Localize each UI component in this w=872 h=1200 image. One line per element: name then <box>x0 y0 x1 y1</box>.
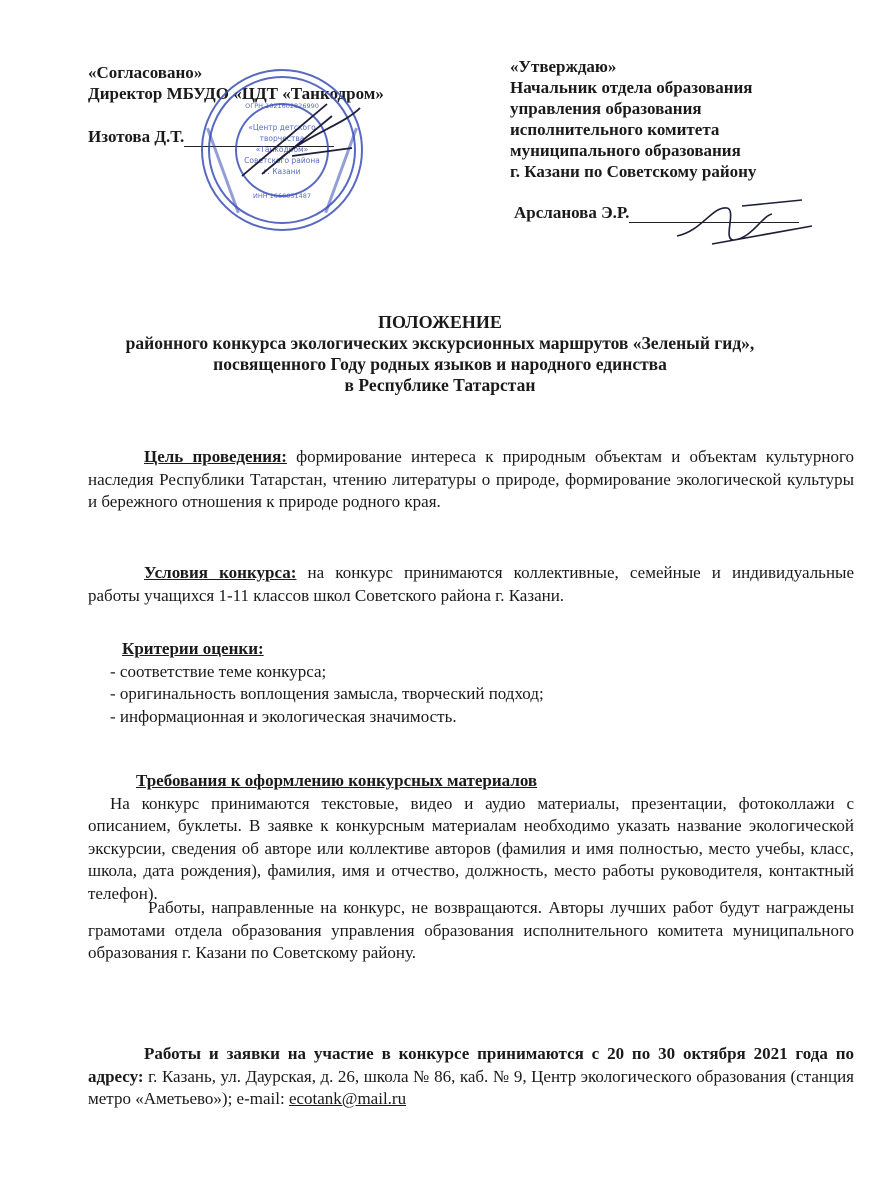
criteria-section <box>110 638 810 728</box>
signature-left-mark <box>232 96 372 186</box>
approval-right-label: «Утверждаю» <box>510 57 617 76</box>
submission-text: г. Казань, ул. Даурская, д. 26, школа № 86, каб. № 9, Центр экологического образования (станция метро «Аметьево»); e-mail: <box>88 1066 854 1108</box>
submission-paragraph <box>88 1043 854 1111</box>
title-line-2: посвященного Году родных языков и народного единства <box>213 354 667 374</box>
stamp-line-2: творчества <box>259 134 305 143</box>
goal-paragraph <box>88 446 854 514</box>
title-line-3: в Республике Татарстан <box>344 375 536 395</box>
title-heading: ПОЛОЖЕНИЕ <box>378 312 502 332</box>
document-title <box>60 312 820 396</box>
stamp-line-5: г. Казани <box>263 167 301 176</box>
criteria-label: Критерии оценки: <box>122 639 264 658</box>
stamp-inn: ИНН 1660031487 <box>252 192 312 200</box>
title-line-1: районного конкурса экологических экскурсионных маршрутов «Зеленый гид», <box>125 333 755 353</box>
requirements-label: Требования к оформлению конкурсных материалов <box>136 771 538 790</box>
conditions-text: на конкурс принимаются коллективные, семейные и индивидуальные работы учащихся 1-11 классов школ Советского района г. Казани. <box>88 563 855 605</box>
stamp-ogrn: ОГРН 1021602826990 <box>245 102 319 110</box>
stamp-line-3: «Танкодром» <box>255 145 309 154</box>
goal-label: Цель проведения: <box>144 447 287 466</box>
goal-text: формирование интереса к природным объектам и объектам культурного наследия Республики Татарстан, чтению литературы о природе, формирование экологической культуры и бережного отношения к природе родного края. <box>88 447 855 511</box>
criteria-item-2: - оригинальность воплощения замысла, творческий подход; <box>110 684 544 703</box>
criteria-item-3: - информационная и экологическая значимость. <box>110 706 457 726</box>
submission-bold: Работы и заявки на участие в конкурсе принимаются с 20 по 30 октября 2021 года по адресу: <box>88 1044 854 1086</box>
conditions-label: Условия конкурса: <box>144 563 297 582</box>
approval-right-position-2: управления образования <box>510 99 702 118</box>
approval-left-signatory: Изотова Д.Т. <box>88 127 185 146</box>
email-link[interactable]: ecotank@mail.ru <box>288 1089 407 1108</box>
criteria-item-1: - соответствие теме конкурса; <box>110 661 327 681</box>
works-section <box>88 897 854 965</box>
approval-right-position-1: Начальник отдела образования <box>510 78 753 97</box>
requirements-section <box>88 770 854 905</box>
approval-right-signatory: Арсланова Э.Р. <box>514 203 630 222</box>
works-text: Работы, направленные на конкурс, не возвращаются. Авторы лучших работ будут награждены грамотами отдела образования управления образования исполнительного комитета муниципального образования г. Казани по Советскому району. <box>88 898 854 962</box>
approval-right-position-4: муниципального образования <box>510 141 741 160</box>
stamp-line-1: «Центр детского <box>248 123 316 132</box>
approval-right-position-5: г. Казани по Советскому району <box>510 162 757 181</box>
conditions-paragraph <box>88 562 854 607</box>
approval-left-position: Директор МБУДО «ЦДТ «Танкодром» <box>88 84 384 103</box>
approval-left-label: «Согласовано» <box>88 63 203 82</box>
signature-right-mark <box>672 196 822 256</box>
requirements-text: На конкурс принимаются текстовые, видео и аудио материалы, презентации, фотоколлажи с описанием, буклеты. В заявке к конкурсным материалам необходимо указать название экологической экскурсии, сведения об авторе или коллективе авторов (фамилия и имя полностью, место учебы, класс, школа, дата рождения), фамилия, имя и отчество, должность, место работы руководителя, контактный телефон). <box>88 793 854 903</box>
stamp-line-4: Советского района <box>244 156 320 165</box>
approval-right-position-3: исполнительного комитета <box>510 120 720 139</box>
